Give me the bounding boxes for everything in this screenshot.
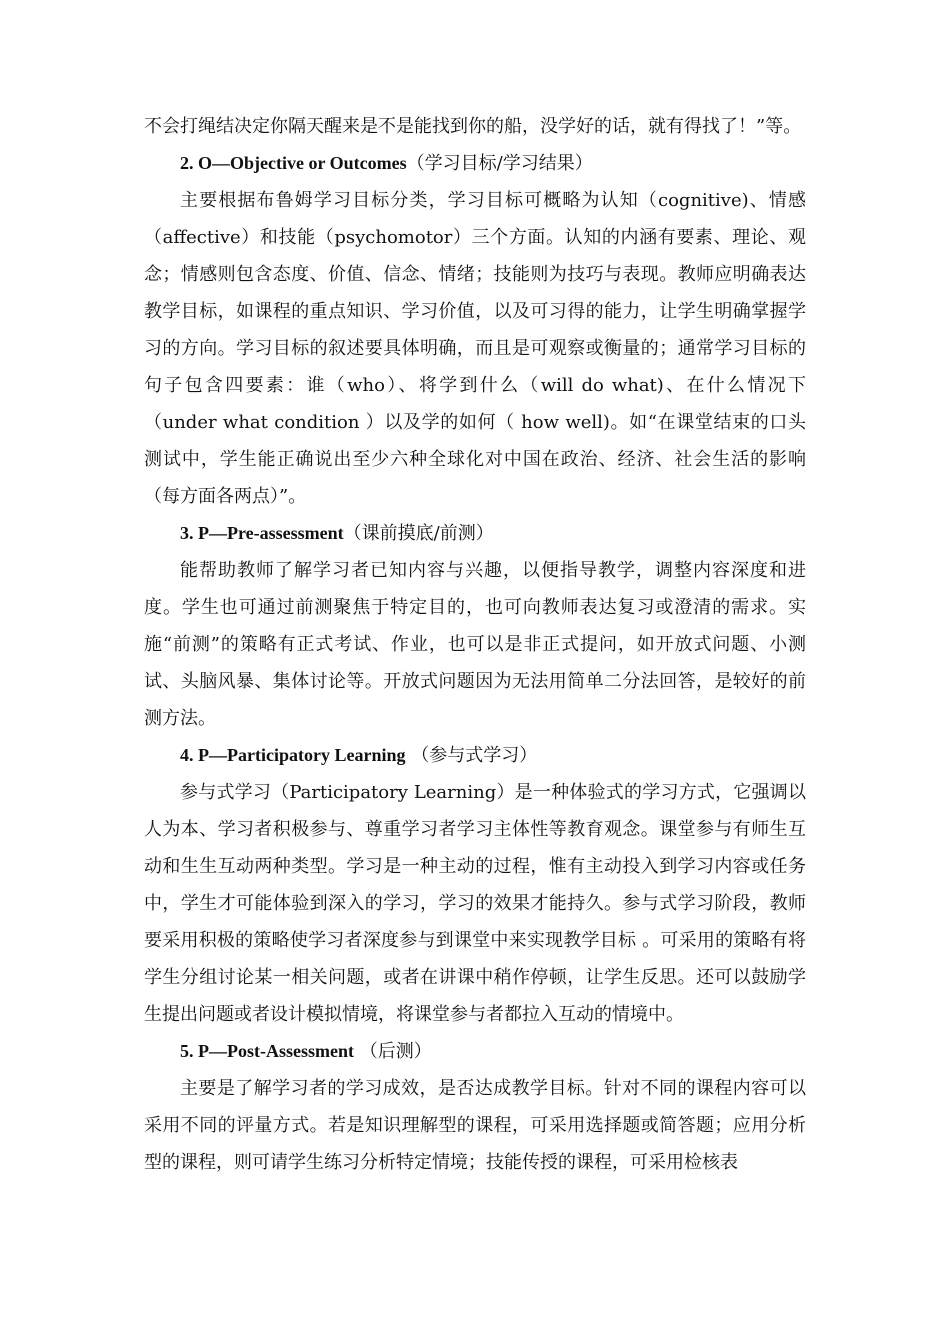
section-heading-cn: （学习目标/学习结果） [406,153,593,174]
paragraph-intro-tail: 不会打绳结决定你隔天醒来是不是能找到你的船，没学好的话，就有得找了！”等。 [144,116,802,137]
section-heading-participatory-learning [144,737,806,774]
section-heading-cn: （后测） [353,1041,432,1062]
section-heading-label: 3. P—Pre-assessment [180,523,344,543]
section-heading-label: 2. O—Objective or Outcomes [180,153,407,173]
section-heading-objective [144,145,806,182]
section-heading-post-assessment [144,1033,806,1070]
section-heading-cn: （课前摸底/前测） [343,523,494,544]
paragraph-post-assessment: 主要是了解学习者的学习成效，是否达成教学目标。针对不同的课程内容可以采用不同的评量方式。若是知识理解型的课程，可采用选择题或简答题；应用分析型的课程，则可请学生练习分析特定情境；技能传授的课程，可采用检核表 [144,1078,806,1173]
paragraph-pre-assessment: 能帮助教师了解学习者已知内容与兴趣，以便指导教学，调整内容深度和进度。学生也可通过前测聚焦于特定目的，也可向教师表达复习或澄清的需求。实施“前测”的策略有正式考试、作业，也可以是非正式提问，如开放式问题、小测试、头脑风暴、集体讨论等。开放式问题因为无法用简单二分法回答，是较好的前测方法。 [144,560,806,729]
section-heading-label: 4. P—Participatory Learning [180,745,406,765]
section-heading-label: 5. P—Post-Assessment [180,1041,354,1061]
document-page [144,108,806,1181]
paragraph-participatory-learning: 参与式学习（Participatory Learning）是一种体验式的学习方式，它强调以人为本、学习者积极参与、尊重学习者学习主体性等教育观念。课堂参与有师生互动和生生互动两种类型。学习是一种主动的过程，惟有主动投入到学习内容或任务中，学生才可能体验到深入的学习，学习的效果才能持久。参与式学习阶段，教师要采用积极的策略使学习者深度参与到课堂中来实现教学目标 。可采用的策略有将学生分组讨论某一相关问题，或者在讲课中稍作停顿，让学生反思。还可以鼓励学生提出问题或者设计模拟情境，将课堂参与者都拉入互动的情境中。 [144,782,806,1025]
section-heading-cn: （参与式学习） [405,745,538,766]
paragraph-objective: 主要根据布鲁姆学习目标分类，学习目标可概略为认知（cognitive)、情感（affective）和技能（psychomotor）三个方面。认知的内涵有要素、理论、观念；情感则包含态度、价值、信念、情绪；技能则为技巧与表现。教师应明确表达教学目标，如课程的重点知识、学习价值，以及可习得的能力，让学生明确掌握学习的方向。学习目标的叙述要具体明确，而且是可观察或衡量的；通常学习目标的句子包含四要素：谁（who）、将学到什么（will do what)、在什么情况下（under what condition ）以及学的如何（ how well)。如“在课堂结束的口头测试中，学生能正确说出至少六种全球化对中国在政治、经济、社会生活的影响（每方面各两点）”。 [144,190,806,507]
section-heading-pre-assessment [144,515,806,552]
